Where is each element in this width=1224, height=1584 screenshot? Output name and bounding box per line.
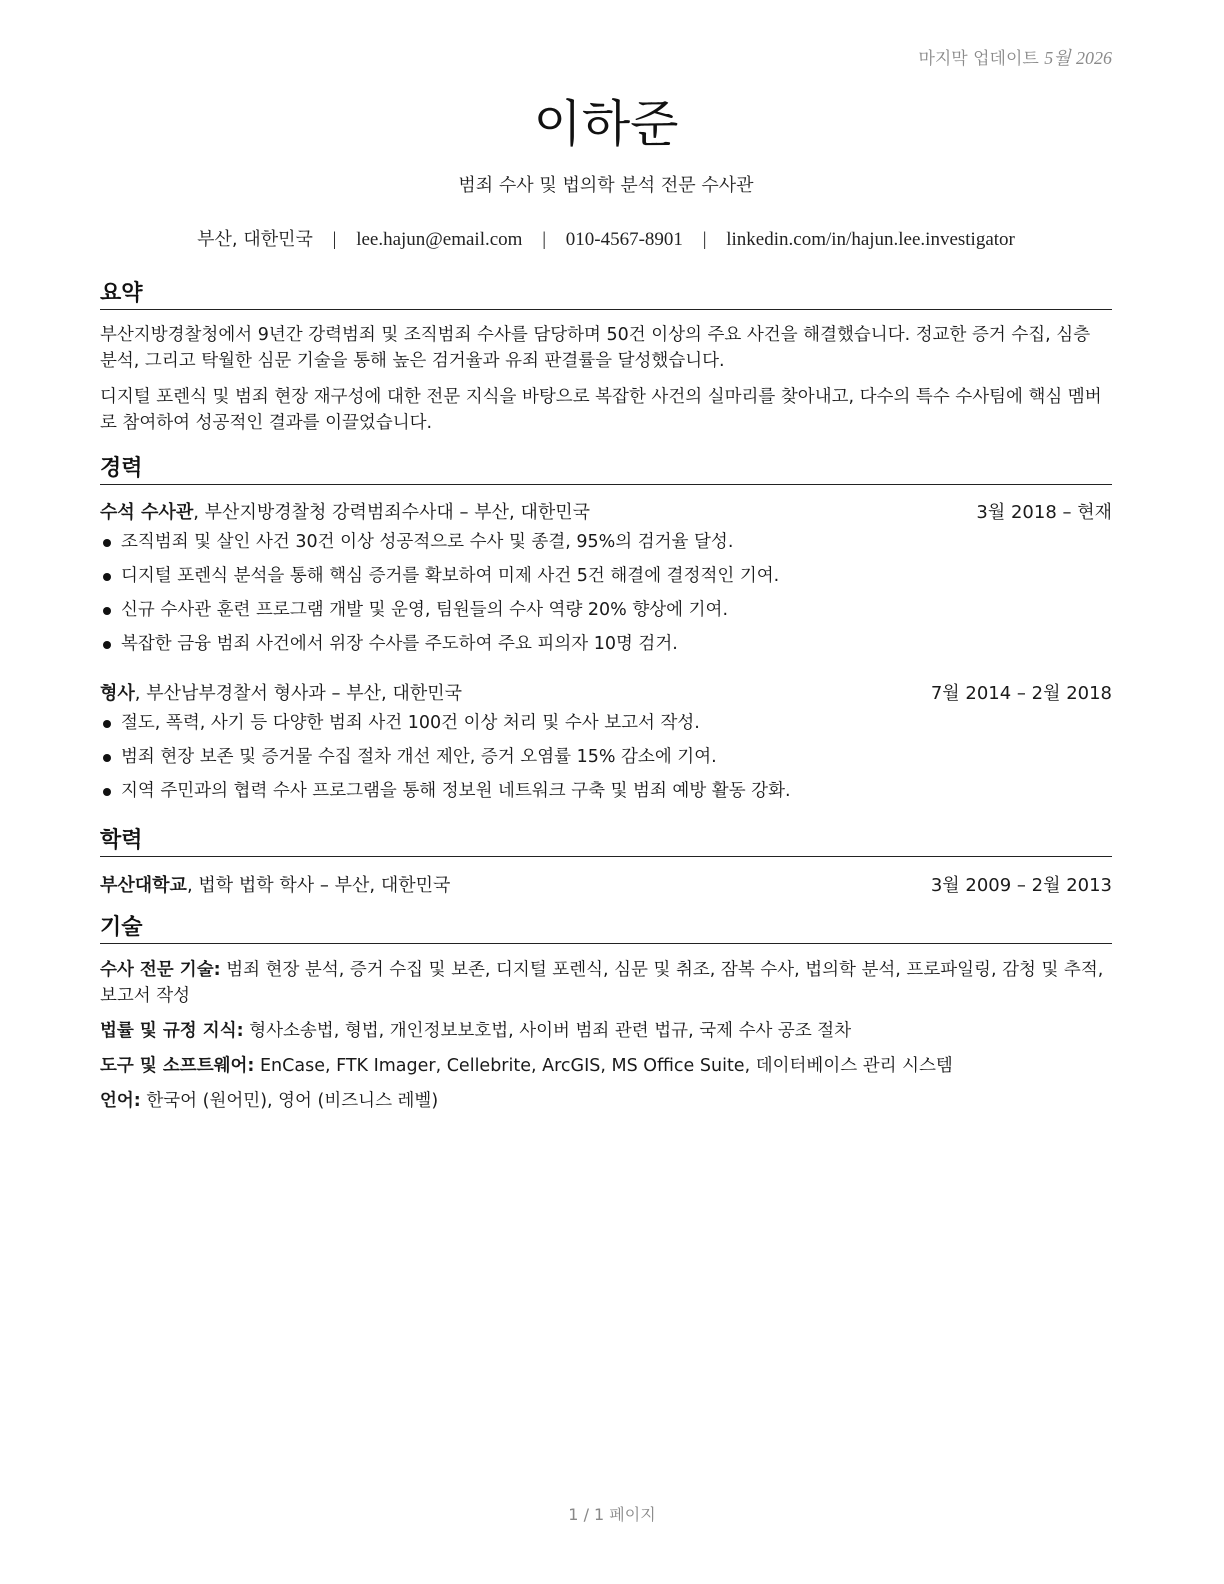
contact-phone: 010-4567-8901 [565,229,683,250]
last-updated-label: 마지막 업데이트 [918,49,1039,69]
skill-row [100,1088,1112,1114]
education-date: 3월 2009 – 2월 2013 [930,875,1112,896]
bullet-dot-icon [103,607,111,615]
job-bullet: 신규 수사관 훈련 프로그램 개발 및 운영, 팀원들의 수사 역량 20% 향상에 기여. [100,597,1112,631]
bullet-dot-icon [103,539,111,547]
bullet-dot-icon [103,754,111,762]
skill-row [100,1053,1112,1079]
resume-page [100,0,1112,1584]
job-role: 수석 수사관 [100,502,194,523]
education-detail: , 법학 법학 학사 – 부산, 대한민국 [186,875,451,896]
job-bullet: 조직범죄 및 살인 사건 30건 이상 성공적으로 수사 및 종결, 95%의 검거율 달성. [100,529,1112,563]
job-role: 형사 [100,683,135,704]
section-title-experience: 경력 [100,451,1112,485]
skill-row [100,957,1112,1009]
bullet-dot-icon [103,720,111,728]
summary-paragraph: 디지털 포렌식 및 범죄 현장 재구성에 대한 전문 지식을 바탕으로 복잡한 사건의 실마리를 찾아내고, 다수의 특수 수사팀에 핵심 멤버로 참여하여 성공적인 결과를 이끌었습니다. [100,387,1102,433]
last-updated-month: 5월 [1044,48,1071,68]
job-bullets [100,710,1112,812]
section-title-summary: 요약 [100,276,1112,310]
skill-row [100,1018,1112,1044]
skill-value: EnCase, FTK Imager, Cellebrite, ArcGIS, MS Office Suite, 데이터베이스 관리 시스템 [254,1056,953,1076]
job-bullet: 범죄 현장 보존 및 증거물 수집 절차 개선 제안, 증거 오염률 15% 감소에 기여. [100,744,1112,778]
job-bullet: 디지털 포렌식 분석을 통해 핵심 증거를 확보하여 미제 사건 5건 해결에 결정적인 기여. [100,563,1112,597]
education-school: 부산대학교 [100,875,187,896]
job-bullets [100,529,1112,665]
job-org: , 부산남부경찰서 형사과 – 부산, 대한민국 [134,683,463,704]
contact-separator: | [332,229,337,250]
contact-location: 부산, 대한민국 [197,229,313,250]
contact-separator: | [542,229,547,250]
job-header [100,498,1112,524]
job-entry [100,498,1112,665]
summary-section [100,276,1112,436]
summary-paragraph: 부산지방경찰청에서 9년간 강력범죄 및 조직범죄 수사를 담당하며 50건 이상의 주요 사건을 해결했습니다. 정교한 증거 수집, 심층 분석, 그리고 탁월한 심문 기술을 통해 높은 검거율과 유죄 판결률을 달성했습니다. [100,325,1091,371]
job-date: 7월 2014 – 2월 2018 [930,683,1112,704]
last-updated [918,44,1112,70]
page-number: 1 / 1 페이지 [568,1505,656,1524]
bullet-dot-icon [103,573,111,581]
skill-value: 범죄 현장 분석, 증거 수집 및 보존, 디지털 포렌식, 심문 및 취조, 잠복 수사, 법의학 분석, 프로파일링, 감청 및 추적, 보고서 작성 [100,960,1104,1006]
job-bullet: 지역 주민과의 협력 수사 프로그램을 통해 정보원 네트워크 구축 및 범죄 예방 활동 강화. [100,778,1112,812]
skill-label: 도구 및 소프트웨어: [100,1056,255,1076]
skill-value: 한국어 (원어민), 영어 (비즈니스 레벨) [140,1091,439,1111]
job-org: , 부산지방경찰청 강력범죄수사대 – 부산, 대한민국 [193,502,591,523]
job-entry [100,679,1112,812]
section-title-education: 학력 [100,823,1112,857]
job-bullet: 절도, 폭력, 사기 등 다양한 범죄 사건 100건 이상 처리 및 수사 보고서 작성. [100,710,1112,744]
education-entry [100,871,1112,897]
contact-line [100,225,1112,251]
skill-label: 법률 및 규정 지식: [100,1021,244,1041]
job-header [100,679,1112,705]
bullet-dot-icon [103,788,111,796]
bullet-dot-icon [103,641,111,649]
section-title-skills: 기술 [100,910,1112,944]
skill-label: 수사 전문 기술: [100,960,221,980]
contact-separator: | [702,229,707,250]
experience-section [100,451,1112,812]
job-bullet: 복잡한 금융 범죄 사건에서 위장 수사를 주도하여 주요 피의자 10명 검거. [100,631,1112,665]
contact-linkedin[interactable]: linkedin.com/in/hajun.lee.investigator [726,229,1015,250]
skill-value: 형사소송법, 형법, 개인정보보호법, 사이버 범죄 관련 법규, 국제 수사 공조 절차 [243,1021,852,1041]
contact-email[interactable]: lee.hajun@email.com [356,229,523,250]
education-section [100,823,1112,897]
candidate-headline: 범죄 수사 및 법의학 분석 전문 수사관 [458,175,754,196]
last-updated-year: 2026 [1076,48,1112,68]
candidate-name: 이하준 [533,95,679,153]
job-date: 3월 2018 – 현재 [976,502,1112,523]
skills-section [100,910,1112,1123]
skill-label: 언어: [100,1091,141,1111]
